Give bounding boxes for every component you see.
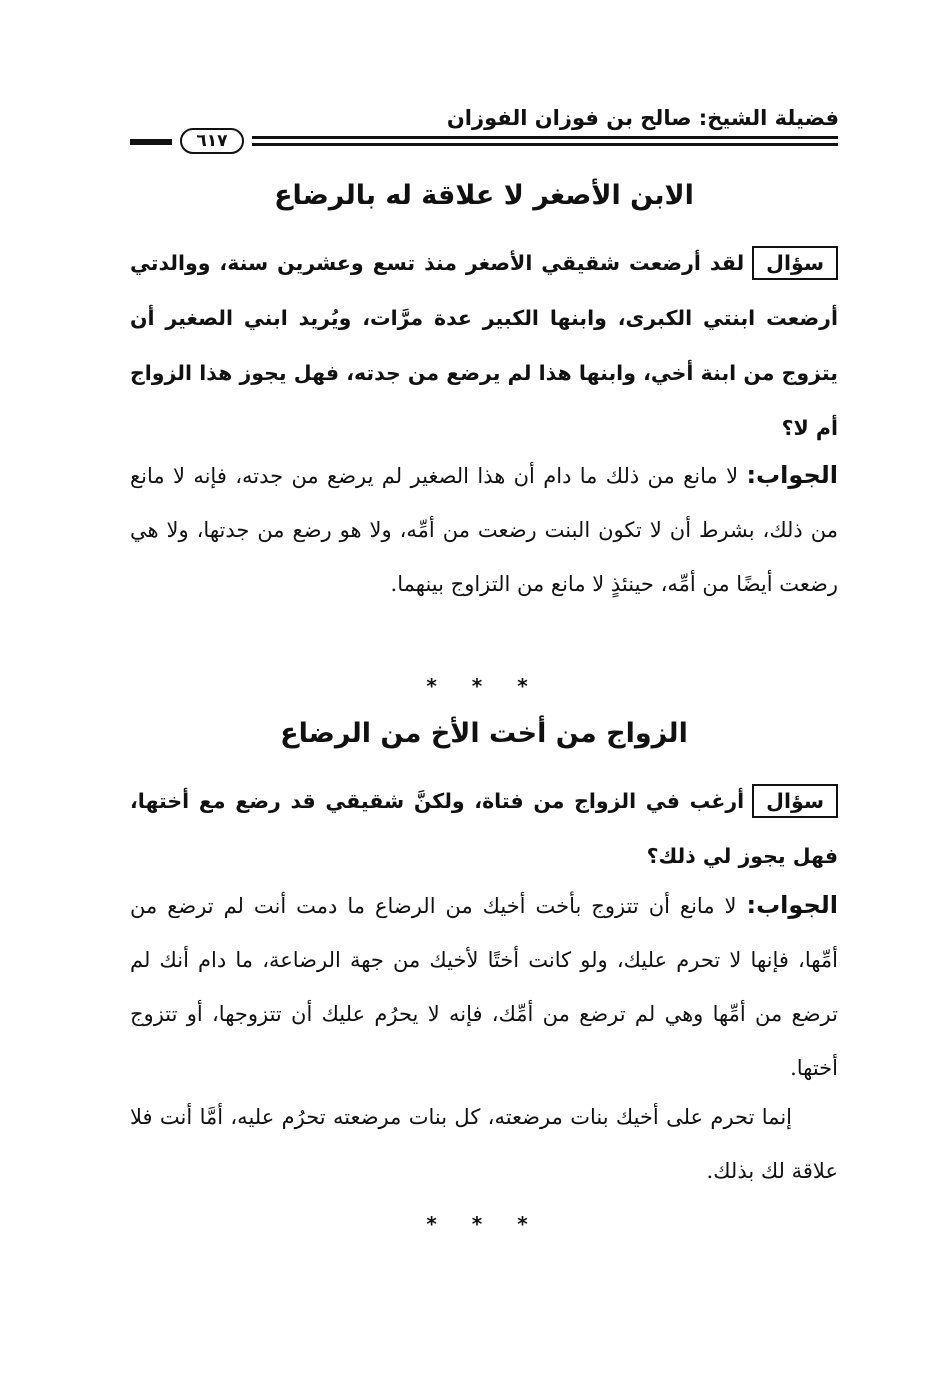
running-title: فضيلة الشيخ: صالح بن فوزان الفوزان	[446, 106, 839, 130]
section1-question-label: سؤال	[752, 246, 838, 280]
section2-title: الزواج من أخت الأخ من الرضاع	[280, 718, 688, 749]
section2-question	[130, 774, 838, 884]
section2-answer-paragraph-2: إنما تحرم على أخيك بنات مرضعته، كل بنات مرضعته تحرُم عليه، أمَّا أنت فلا علاقة لك بذلك.	[130, 1105, 838, 1183]
header-rule	[130, 128, 838, 156]
header-rule-line-bottom	[252, 143, 838, 146]
section2-question-label: سؤال	[752, 784, 838, 818]
section1-answer-text: لا مانع من ذلك ما دام أن هذا الصغير لم يرضع من جدته، فإنه لا مانع من ذلك، بشرط أن لا تكون البنت رضعت من أمِّه، ولا هو رضع من جدتها، ولا هي رضعت أيضًا من أمِّه، حينئذٍ لا مانع من التزاوج بينهما.	[130, 464, 838, 596]
separator-2: * * *	[426, 1212, 542, 1236]
section1-answer	[130, 448, 838, 611]
section1-title: الابن الأصغر لا علاقة له بالرضاع	[274, 180, 694, 211]
separator-1: * * *	[426, 674, 542, 698]
header-rule-line-top	[252, 136, 838, 139]
header-rule-left	[130, 139, 172, 145]
section1-question	[130, 236, 838, 456]
section1-answer-label: الجواب:	[746, 461, 838, 489]
page-number: ٦١٧	[180, 128, 244, 154]
section2-answer-text: لا مانع أن تتزوج بأخت أخيك من الرضاع ما دمت أنت لم ترضع من أمِّها، فإنها لا تحرم عليك، ولو كانت أختًا لأخيك من جهة الرضاعة، ما دام أنك لم ترضع من أمِّها وهي لم ترضع من أمِّك، فإنه لا يحرُم عليك أن تتزوجها، أو تتزوج أختها.	[130, 894, 838, 1080]
section1-question-text: لقد أرضعت شقيقي الأصغر منذ تسع وعشرين سنة، ووالدتي أرضعت ابنتي الكبرى، وابنها الكبير عدة مرَّات، ويُريد ابني الصغير أن يتزوج من ابنة أخي، وابنها هذا لم يرضع من جدته، فهل يجوز هذا الزواج أم لا؟	[130, 251, 838, 440]
section2-answer	[130, 878, 838, 1095]
section2-answer-label: الجواب:	[746, 891, 838, 919]
section2-question-text: أرغب في الزواج من فتاة، ولكنَّ شقيقي قد رضع مع أختها، فهل يجوز لي ذلك؟	[130, 789, 838, 868]
